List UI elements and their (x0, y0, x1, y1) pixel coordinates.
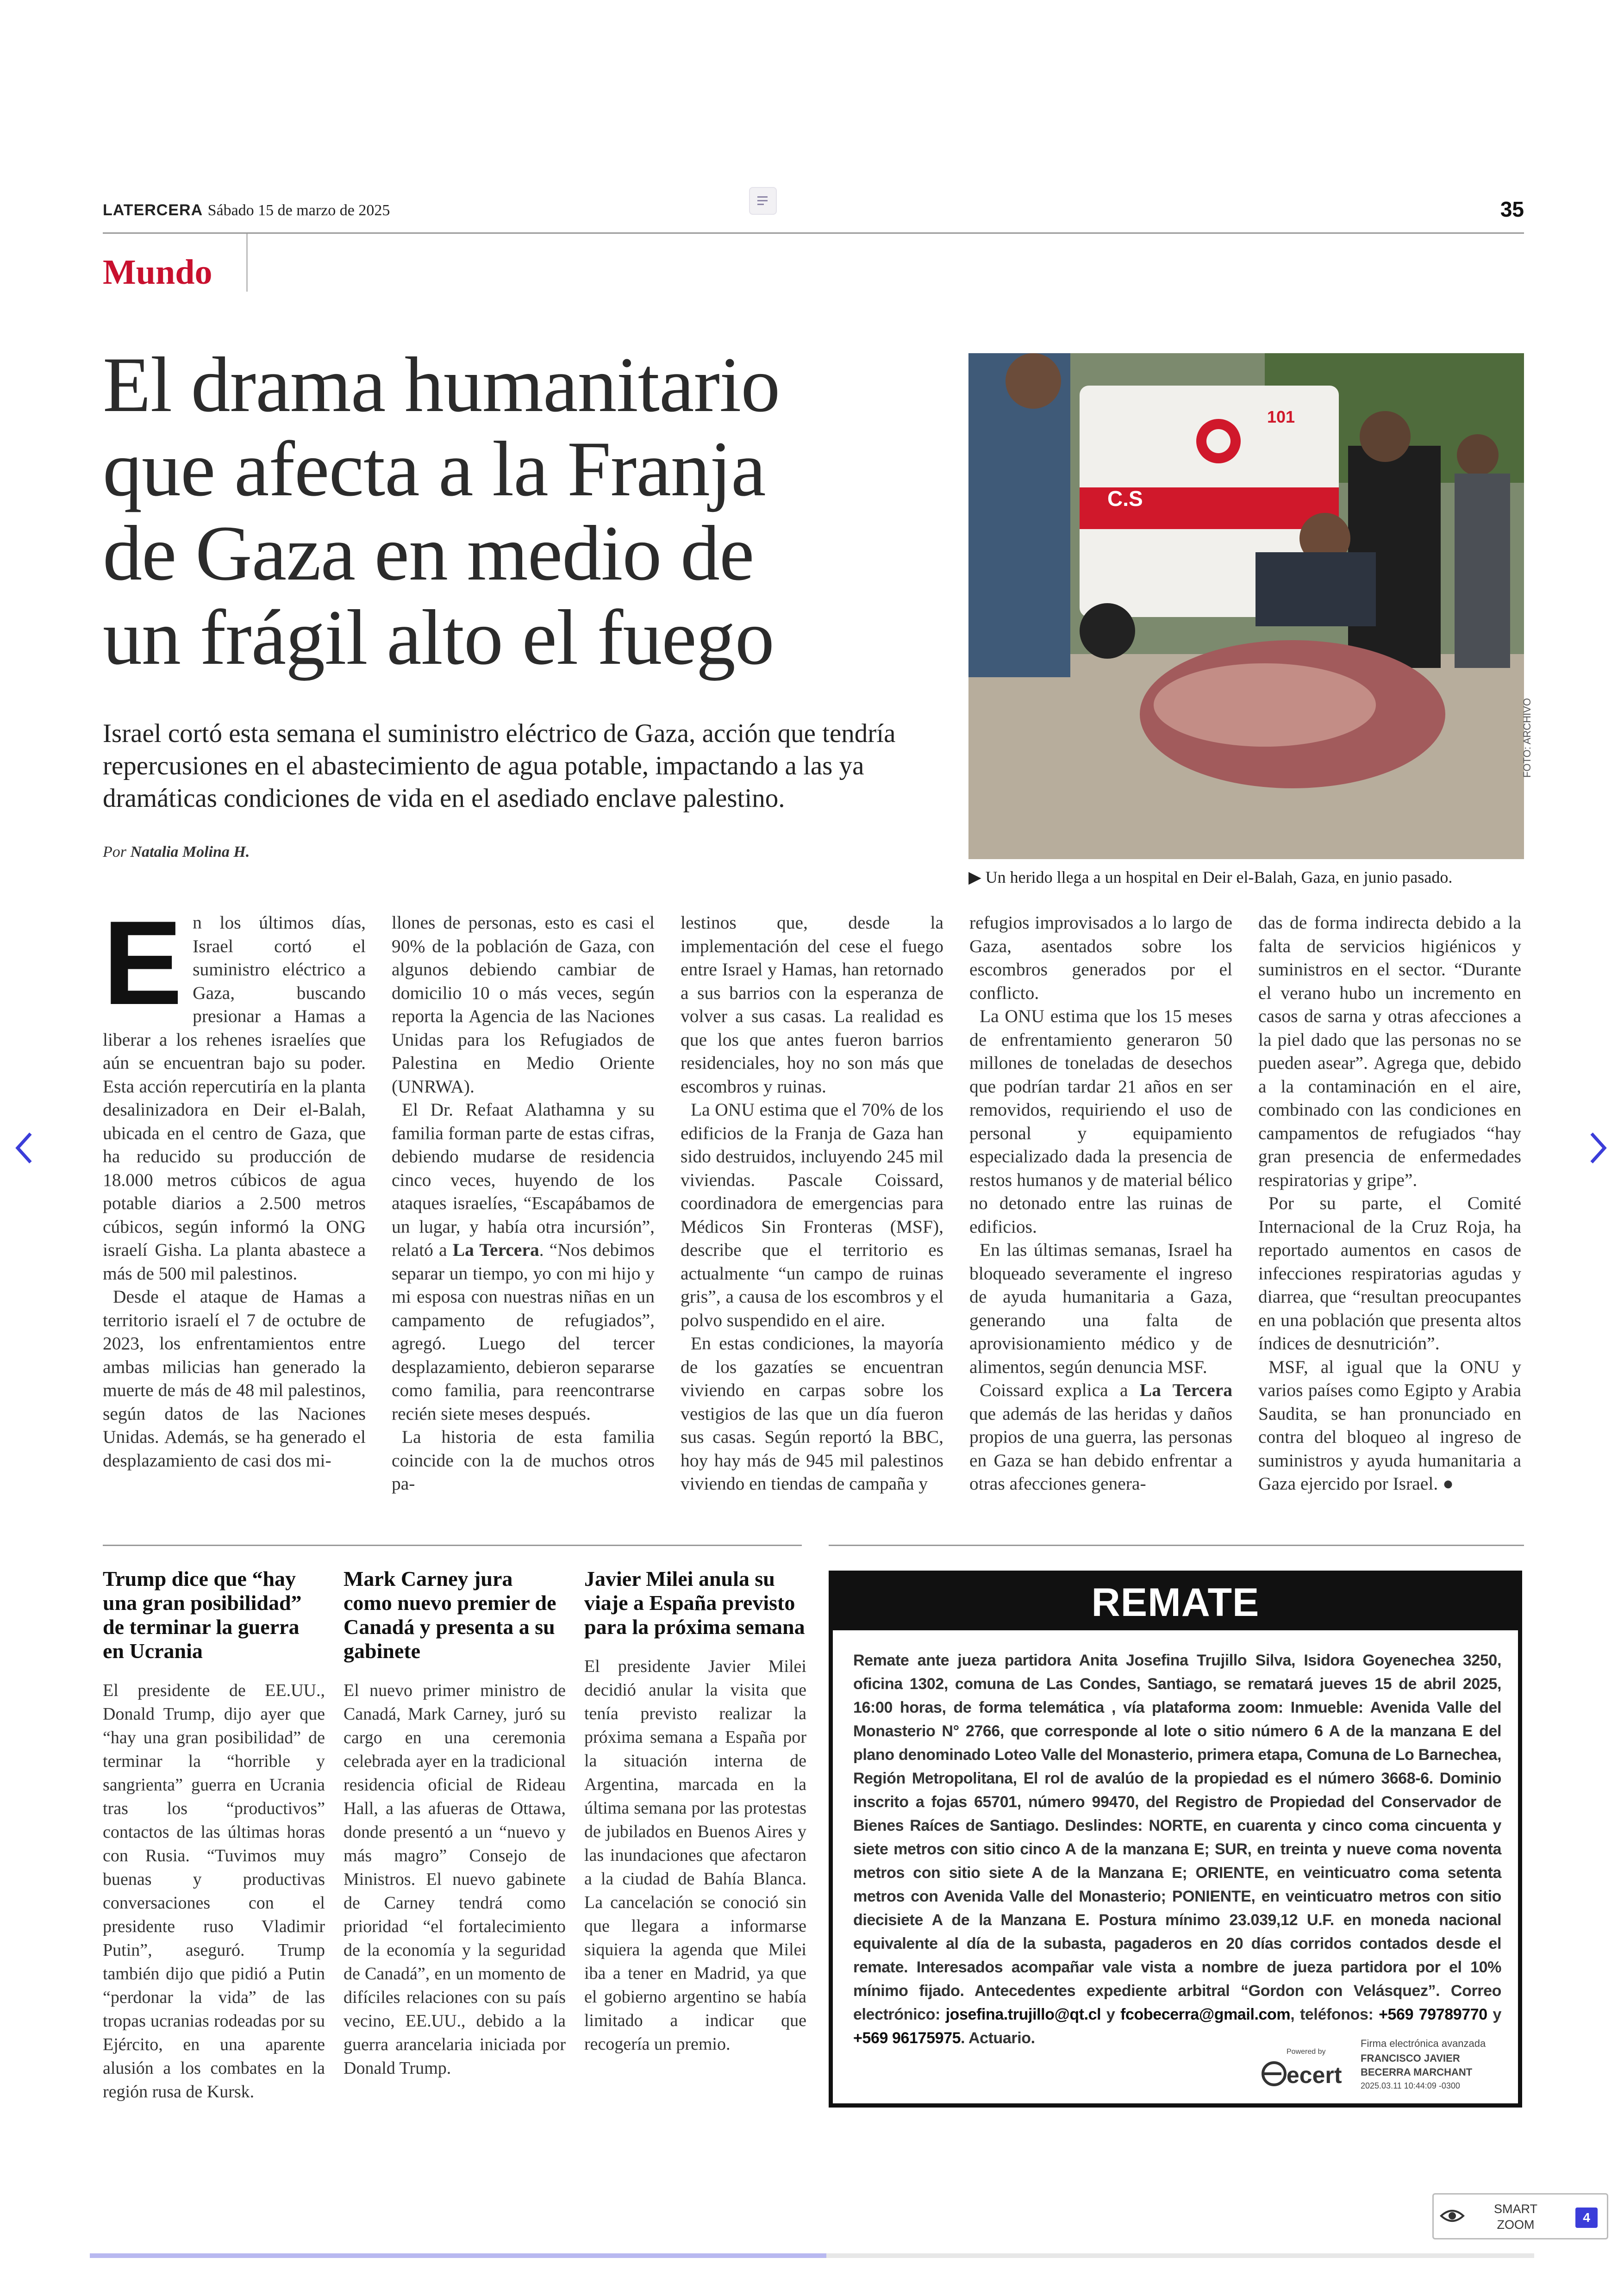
paragraph-text: n los últimos días, Israel cortó el suministro eléctrico a Gaza, buscando presionar a Hamas a liberar a los rehenes israelíes que aún se encuentran bajo su poder. Esta acción repercutiría en la planta desalinizadora en Deir el-Balah, ubicada en el centro de Gaza, que ha reducido su producción de 18.000 metros cúbicos de agua potable diarios a 2.500 metros cúbicos, según informó la ONG israelí Gisha. La planta abastece a más de 500 mil palestinos. (103, 912, 366, 1284)
eye-icon (1439, 2207, 1465, 2225)
phone-number: +569 96175975 (853, 2029, 961, 2047)
deck: Israel cortó esta semana el suministro eléctrico de Gaza, acción que tendría repercusiones en el abastecimiento de agua potable, impactando a las ya dramáticas condiciones de vida en el asediado enclave palestino. (103, 719, 896, 813)
byline-prefix: Por (103, 843, 126, 861)
news-brief (584, 1567, 806, 2056)
page-number: 35 (1500, 197, 1524, 221)
sign-powered: Powered by (1287, 2048, 1326, 2056)
news-brief (103, 1567, 325, 2104)
paragraph: La historia de esta familia coincide con la de muchos otros pa- (392, 1427, 655, 1494)
newspaper-name: La Tercera (452, 1240, 539, 1260)
section-divider (246, 234, 248, 292)
email-link[interactable]: fcobecerra@gmail.com (1120, 2006, 1291, 2023)
newspaper-name: La Tercera (1139, 1380, 1232, 1400)
headline-line: El drama humanitario (103, 341, 780, 428)
article-column-1 (103, 896, 366, 1472)
remate-title: REMATE (833, 1575, 1518, 1630)
ambulance-sign: C.S (1107, 486, 1143, 511)
paragraph-text: Coissard explica a (980, 1380, 1140, 1400)
ambulance-scene-illustration (968, 353, 1524, 859)
sign-date: 2025.03.11 10:44:09 -0300 (1361, 2081, 1460, 2090)
paragraph: La ONU estima que el 70% de los edificios de la Franja de Gaza han sido destruidos, incluyendo 245 mil viviendas. Pascale Coissard, coordinadora de emergencias para Médicos Sin Fronteras (MSF), describe que el territorio es actualmente “un campo de ruinas gris”, a causa de los escombros y el polvo suspendido en el aire. (681, 1099, 943, 1330)
headline-line: de Gaza en medio de (103, 510, 754, 597)
paragraph (969, 1378, 1232, 1496)
email-link[interactable]: josefina.trujillo@qt.cl (945, 2006, 1101, 2023)
paragraph: das de forma indirecta debido a la falta de servicios higiénicos y suministros en el sector. “Durante el verano hubo un incremento en casos de sarna y otras afecciones a la piel dado que las personas no se pueden asear”. Agrega que, debido a la contaminación en el aire, combinado con las condiciones en campamentos de refugiados “hay gran presencia de enfermedades respiratorias y gripe”. (1258, 912, 1521, 1190)
photo-caption: ▶ Un herido llega a un hospital en Deir el-Balah, Gaza, en junio pasado. (968, 868, 1453, 886)
article-photo[interactable] (968, 353, 1524, 859)
smart-zoom-button[interactable] (1432, 2193, 1608, 2239)
headline-line: un frágil alto el fuego (103, 594, 774, 681)
phone-number: +569 79789770 (1379, 2006, 1487, 2023)
paragraph-text: El Dr. Refaat Alathamna y su familia forman parte de estas cifras, debiendo mudarse de residencia cinco veces, huyendo de los ataques israelíes, “Escapábamos de un lugar, y había otra incursión”, relató a (392, 1099, 655, 1260)
dropcap: E (103, 896, 183, 1029)
remate-body: Remate ante jueza partidora Anita Josefina Trujillo Silva, Isidora Goyenechea 3250, oficina 1302, comuna de Las Condes, Santiago, se rematará jueves 15 de abril 2025, 16:00 horas, de forma telemática , vía plataforma zoom: Inmueble: Avenida Valle del Monasterio N° 2766, que corresponde al lote o sitio número 6 A de la manzana E del plano denominado Loteo Valle del Monasterio, primera etapa, Comuna de Lo Barnechea, Región Metropolitana, El rol de avalúo de la propiedad es el número 3668-6. Dominio inscrito a fojas 65701, número 99470, del Registro de Propiedad del Conservador de Bienes Raíces de Santiago. Deslindes: NORTE, en cuarenta y cinco coma cincuenta y siete metros con sitio cinco A de la manzana E; SUR, en treinta y nueve coma noventa metros con sitio siete A de la Manzana E; ORIENTE, en veinticuatro coma setenta metros con Avenida Valle del Monasterio; PONIENTE, en veinticuatro metros con sitio diecisiete A de la Manzana E. Postura mínimo 23.039,12 U.F. en moneda nacional equivalente al día de la subasta, pagaderos en 20 días corridos contados desde el remate. Interesados acompañar vale vista a nombre de jueza partidora por el 10% mínimo fijado. Antecedentes expediente arbitral “Gordon con Velásquez”. Correo electrónico: josefina.trujillo@qt.cl y fcobecerra@gmail.com, teléfonos: +569 79789770 y +569 96175975. Actuario. (853, 1652, 1501, 2047)
article-column-5 (1258, 911, 1521, 1496)
paragraph-text: que además de las heridas y daños propios de una guerra, las personas en Gaza se han debido enfrentar a otras afecciones genera- (969, 1403, 1232, 1494)
paragraph-text: . “Nos debimos separar un tiempo, yo con mi hijo y mi esposa con nuestras niñas en un campamento de refugiados”, agregó. Luego del tercer desplazamiento, debieron separarse como familia, para reencontrarse recién siete meses después. (392, 1240, 655, 1424)
table-of-contents-icon[interactable] (749, 187, 777, 215)
paragraph (103, 896, 366, 1285)
ecert-brand: ecert (1287, 2062, 1342, 2088)
paragraph: La ONU estima que los 15 meses de enfrentamiento generaron 50 millones de toneladas de desechos que podrían tardar 21 años en ser removidos, requiriendo el uso de personal y equipamiento especializado dada la presencia de restos humanos y de material bélico no detonado entre las ruinas de edificios. (969, 1006, 1232, 1237)
brief-text: El presidente Javier Milei decidió anular la visita que tenía previsto realizar la próxima semana a España por la situación interna de Argentina, marcada en la última semana por las protestas de jubilados en Buenos Aires y las inundaciones que afectaron a la ciudad de Bahía Blanca. La cancelación se conoció sin que llegara a informarse siquiera la agenda que Milei iba a tener en Madrid, ya que el gobierno argentino se había limitado a indicar que recogería un premio. (584, 1657, 806, 2054)
paragraph: En estas condiciones, la mayoría de los gazatíes se encuentran viviendo en carpas sobre los vestigios de las que un día fueron sus casas. Según reportó la BBC, hoy hay más de 945 mil palestinos viviendo en tiendas de campaña y (681, 1333, 943, 1494)
reading-progress-fill (90, 2253, 826, 2258)
signer-name: FRANCISCO JAVIER (1361, 2052, 1460, 2064)
masthead (103, 201, 390, 219)
headline (103, 343, 973, 680)
previous-page-button[interactable] (10, 1127, 38, 1169)
brief-title: Mark Carney jura como nuevo premier de Canadá y presenta a su gabinete (344, 1567, 556, 1663)
article-column-4 (969, 911, 1232, 1496)
byline-author: Natalia Molina H. (130, 843, 250, 861)
paragraph (392, 1098, 655, 1425)
brand-name: LATERCERA (103, 201, 203, 219)
ecert-logo-icon (1261, 2061, 1287, 2087)
paragraph: En las últimas semanas, Israel ha bloqueado severamente el ingreso de ayuda humanitaria a Gaza, generando una falta de aprovisionamiento médico y de alimentos, según denuncia MSF. (969, 1240, 1232, 1377)
brief-text: El nuevo primer ministro de Canadá, Mark Carney, juró su cargo en una ceremonia celebrada ayer en la tradicional residencia oficial de Rideau Hall, a las afueras de Ottawa, donde presentó a un “nuevo y más magro” Consejo de Ministros. El nuevo gabinete de Carney tendrá como prioridad “el fortalecimiento de la economía y la seguridad de Canadá”, en un momento de difíciles relaciones con su país vecino, EE.UU., debido a la guerra arancelaria iniciada por Donald Trump. (344, 1681, 566, 2078)
briefs-rule (103, 1545, 802, 1546)
chevron-left-icon (10, 1127, 38, 1169)
paragraph: MSF, al igual que la ONU y varios países como Egipto y Arabia Saudita, se han pronunciado en contra del bloqueo al ingreso de suministros y ayuda humanitaria a Gaza ejercido por Israel. ● (1258, 1356, 1521, 1494)
article-column-3 (681, 911, 943, 1496)
next-page-button[interactable] (1584, 1127, 1612, 1169)
paragraph: llones de personas, esto es casi el 90% de la población de Gaza, con algunos debiendo cambiar de domicilio 10 o más veces, según reporta la Agencia de las Naciones Unidas para los Refugiados de Palestina en Medio Oriente (UNRWA). (392, 912, 655, 1097)
photo-credit: FOTO: ARCHIVO (1521, 698, 1533, 778)
smart-zoom-badge: 4 (1575, 2208, 1598, 2228)
signer-surname: BECERRA MARCHANT (1361, 2066, 1473, 2078)
chevron-right-icon (1584, 1127, 1612, 1169)
ambulance-number: 101 (1267, 407, 1295, 426)
sign-label: Firma electrónica avanzada (1361, 2038, 1486, 2049)
remate-notice (829, 1571, 1522, 2108)
headline-line: que afecta a la Franja (103, 425, 766, 512)
brief-title: Trump dice que “hay una gran posibilidad” de terminar la guerra en Ucrania (103, 1567, 302, 1663)
paragraph: lestinos que, desde la implementación del cese el fuego entre Israel y Hamas, han retornado a sus barrios con la esperanza de volver a sus casas. La realidad es que los que antes fueron barrios residenciales, hoy no son más que escombros y ruinas. (681, 912, 943, 1097)
brief-text: El presidente de EE.UU., Donald Trump, dijo ayer que “hay una gran posibilidad” de terminar la “horrible y sangrienta” guerra en Ucrania tras los “productivos” contactos de las últimas horas con Rusia. “Tuvimos muy buenas y productivas conversaciones con el presidente ruso Vladimir Putin”, aseguró. Trump también dijo que pidió a Putin “perdonar la vida” de las tropas ucranias rodeadas por su Ejército, en una aparente alusión a los combates en la región rusa de Kursk. (103, 1681, 325, 2102)
issue-date: Sábado 15 de marzo de 2025 (207, 202, 390, 219)
section-title: Mundo (103, 253, 212, 292)
byline (103, 843, 250, 861)
remate-rule (829, 1545, 1524, 1546)
paragraph: Desde el ataque de Hamas a territorio israelí el 7 de octubre de 2023, los enfrentamientos entre ambas milicias han generado la muerte de más de 48 mil palestinos, según datos de las Naciones Unidas. Además, se ha generado el desplazamiento de casi dos mi- (103, 1286, 366, 1471)
smart-zoom-label: SMART ZOOM (1494, 2202, 1538, 2232)
paragraph: Por su parte, el Comité Internacional de la Cruz Roja, ha reportado aumentos en casos de infecciones respiratorias agudas y diarrea, que “resultan preocupantes en una población que presenta altos índices de desnutrición”. (1258, 1193, 1521, 1353)
brief-title: Javier Milei anula su viaje a España previsto para la próxima semana (584, 1567, 805, 1639)
paragraph: refugios improvisados a lo largo de Gaza, asentados sobre los escombros generados por el conflicto. (969, 912, 1232, 1003)
article-column-2 (392, 911, 655, 1496)
news-brief (344, 1567, 566, 2080)
header-rule (103, 232, 1524, 234)
